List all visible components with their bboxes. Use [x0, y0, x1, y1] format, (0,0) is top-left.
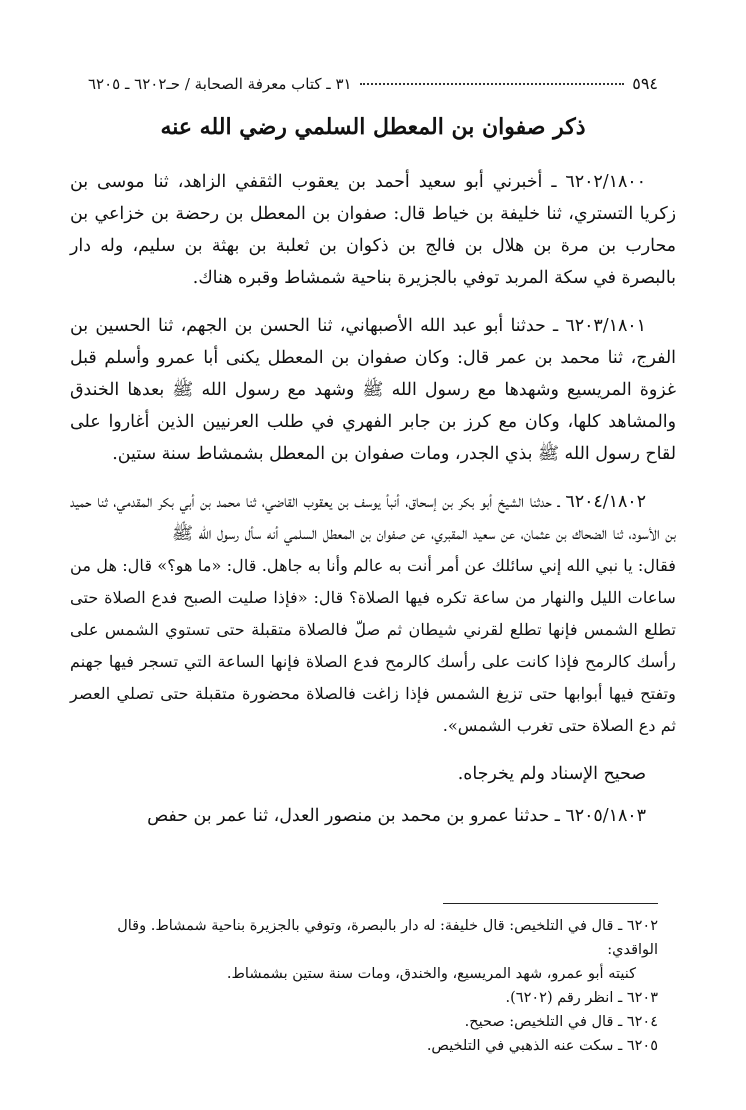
- hadith-6204: ٦٢٠٤/١٨٠٢ ـ حدثنا الشيخ أبو بكر بن إسحاق، أنبأ يوسف بن يعقوب القاضي، ثنا محمد بن أبي بكر المقدمي، ثنا حميد بن الأسود، ثنا الضحاك بن عثمان، عن سعيد المقبري، عن صفوان بن المعطل السلمي أنه سأل رسول الله ﷺ: [70, 492, 676, 544]
- hadith-6203: ٦٢٠٣/١٨٠١ ـ حدثنا أبو عبد الله الأصبهاني، ثنا الحسن بن الجهم، ثنا الحسين بن الفرج، ثنا محمد بن عمر قال: وكان صفوان بن المعطل يكنى أبا عمرو وأسلم قبل غزوة المريسيع وشهدها مع رسول الله ﷺ وشهد مع رسول الله ﷺ بعدها الخندق والمشاهد كلها، وكان مع كرز بن جابر الفهري في طلب العرنيين الذين أغاروا على لقاح رسول الله ﷺ بذي الجدر، ومات صفوان بن المعطل بشمشاط سنة ستين.: [70, 316, 676, 464]
- section-title: ذكر صفوان بن المعطل السلمي رضي الله عنه: [160, 114, 586, 140]
- footnote-6202-continued: كنيته أبو عمرو، شهد المريسيع، والخندق، ومات سنة ستين بشمشاط.: [226, 966, 636, 982]
- running-title: ٣١ ـ كتاب معرفة الصحابة / حـ٦٢٠٢ ـ ٦٢٠٥: [88, 75, 352, 93]
- footnote-6205: ٦٢٠٥ ـ سكت عنه الذهبي في التلخيص.: [426, 1038, 658, 1054]
- hadith-6202: ٦٢٠٢/١٨٠٠ ـ أخبرني أبو سعيد أحمد بن يعقوب الثقفي الزاهد، ثنا موسى بن زكريا التستري، ثنا خليفة بن خياط قال: صفوان بن المعطل بن رحضة بن خزاعي بن محارب بن مرة بن هلال بن فالج بن ذكوان بن ثعلبة بن بهثة بن سليم، وله دار بالبصرة في سكة المربد توفي بالجزيرة بناحية شمشاط وقبره هناك.: [70, 172, 676, 288]
- hadith-6204-quote: فقال: يا نبي الله إني سائلك عن أمر أنت به عالم وأنا به جاهل. قال: «ما هو؟» قال: هل من ساعات الليل والنهار من ساعة تكره فيها الصلاة؟ قال: «فإذا صليت الصبح فدع الصلاة حتى تطلع الشمس فإنها تطلع لقرني شيطان ثم صلّ فالصلاة متقبلة حتى تستوي الشمس على رأسك كالرمح فإذا كانت على رأسك كالرمح فدع الصلاة فإنها الساعة التي تسجر فيها جهنم وتفتح فيها أبوابها حتى تزيغ الشمس فإذا زاغت فالصلاة محضورة متقبلة حتى تصلي العصر ثم دع الصلاة حتى تغرب الشمس».: [70, 556, 676, 735]
- page-number: ٥٩٤: [632, 74, 658, 93]
- footnotes: [70, 914, 658, 1058]
- running-header: [88, 74, 658, 93]
- footnote-6204: ٦٢٠٤ ـ قال في التلخيص: صحيح.: [464, 1014, 658, 1030]
- main-text: [70, 166, 676, 848]
- hadith-6205: ٦٢٠٥/١٨٠٣ ـ حدثنا عمرو بن محمد بن منصور العدل، ثنا عمر بن حفص: [147, 806, 646, 826]
- authenticity-verdict: صحيح الإسناد ولم يخرجاه.: [457, 764, 646, 784]
- footnote-6202: ٦٢٠٢ ـ قال في التلخيص: قال خليفة: له دار بالبصرة، وتوفي بالجزيرة بناحية شمشاط. وقال الواقدي:: [117, 918, 658, 958]
- footnote-separator: [443, 903, 658, 904]
- footnote-6203: ٦٢٠٣ ـ انظر رقم (٦٢٠٢).: [505, 990, 658, 1006]
- dotted-leader: [360, 83, 625, 85]
